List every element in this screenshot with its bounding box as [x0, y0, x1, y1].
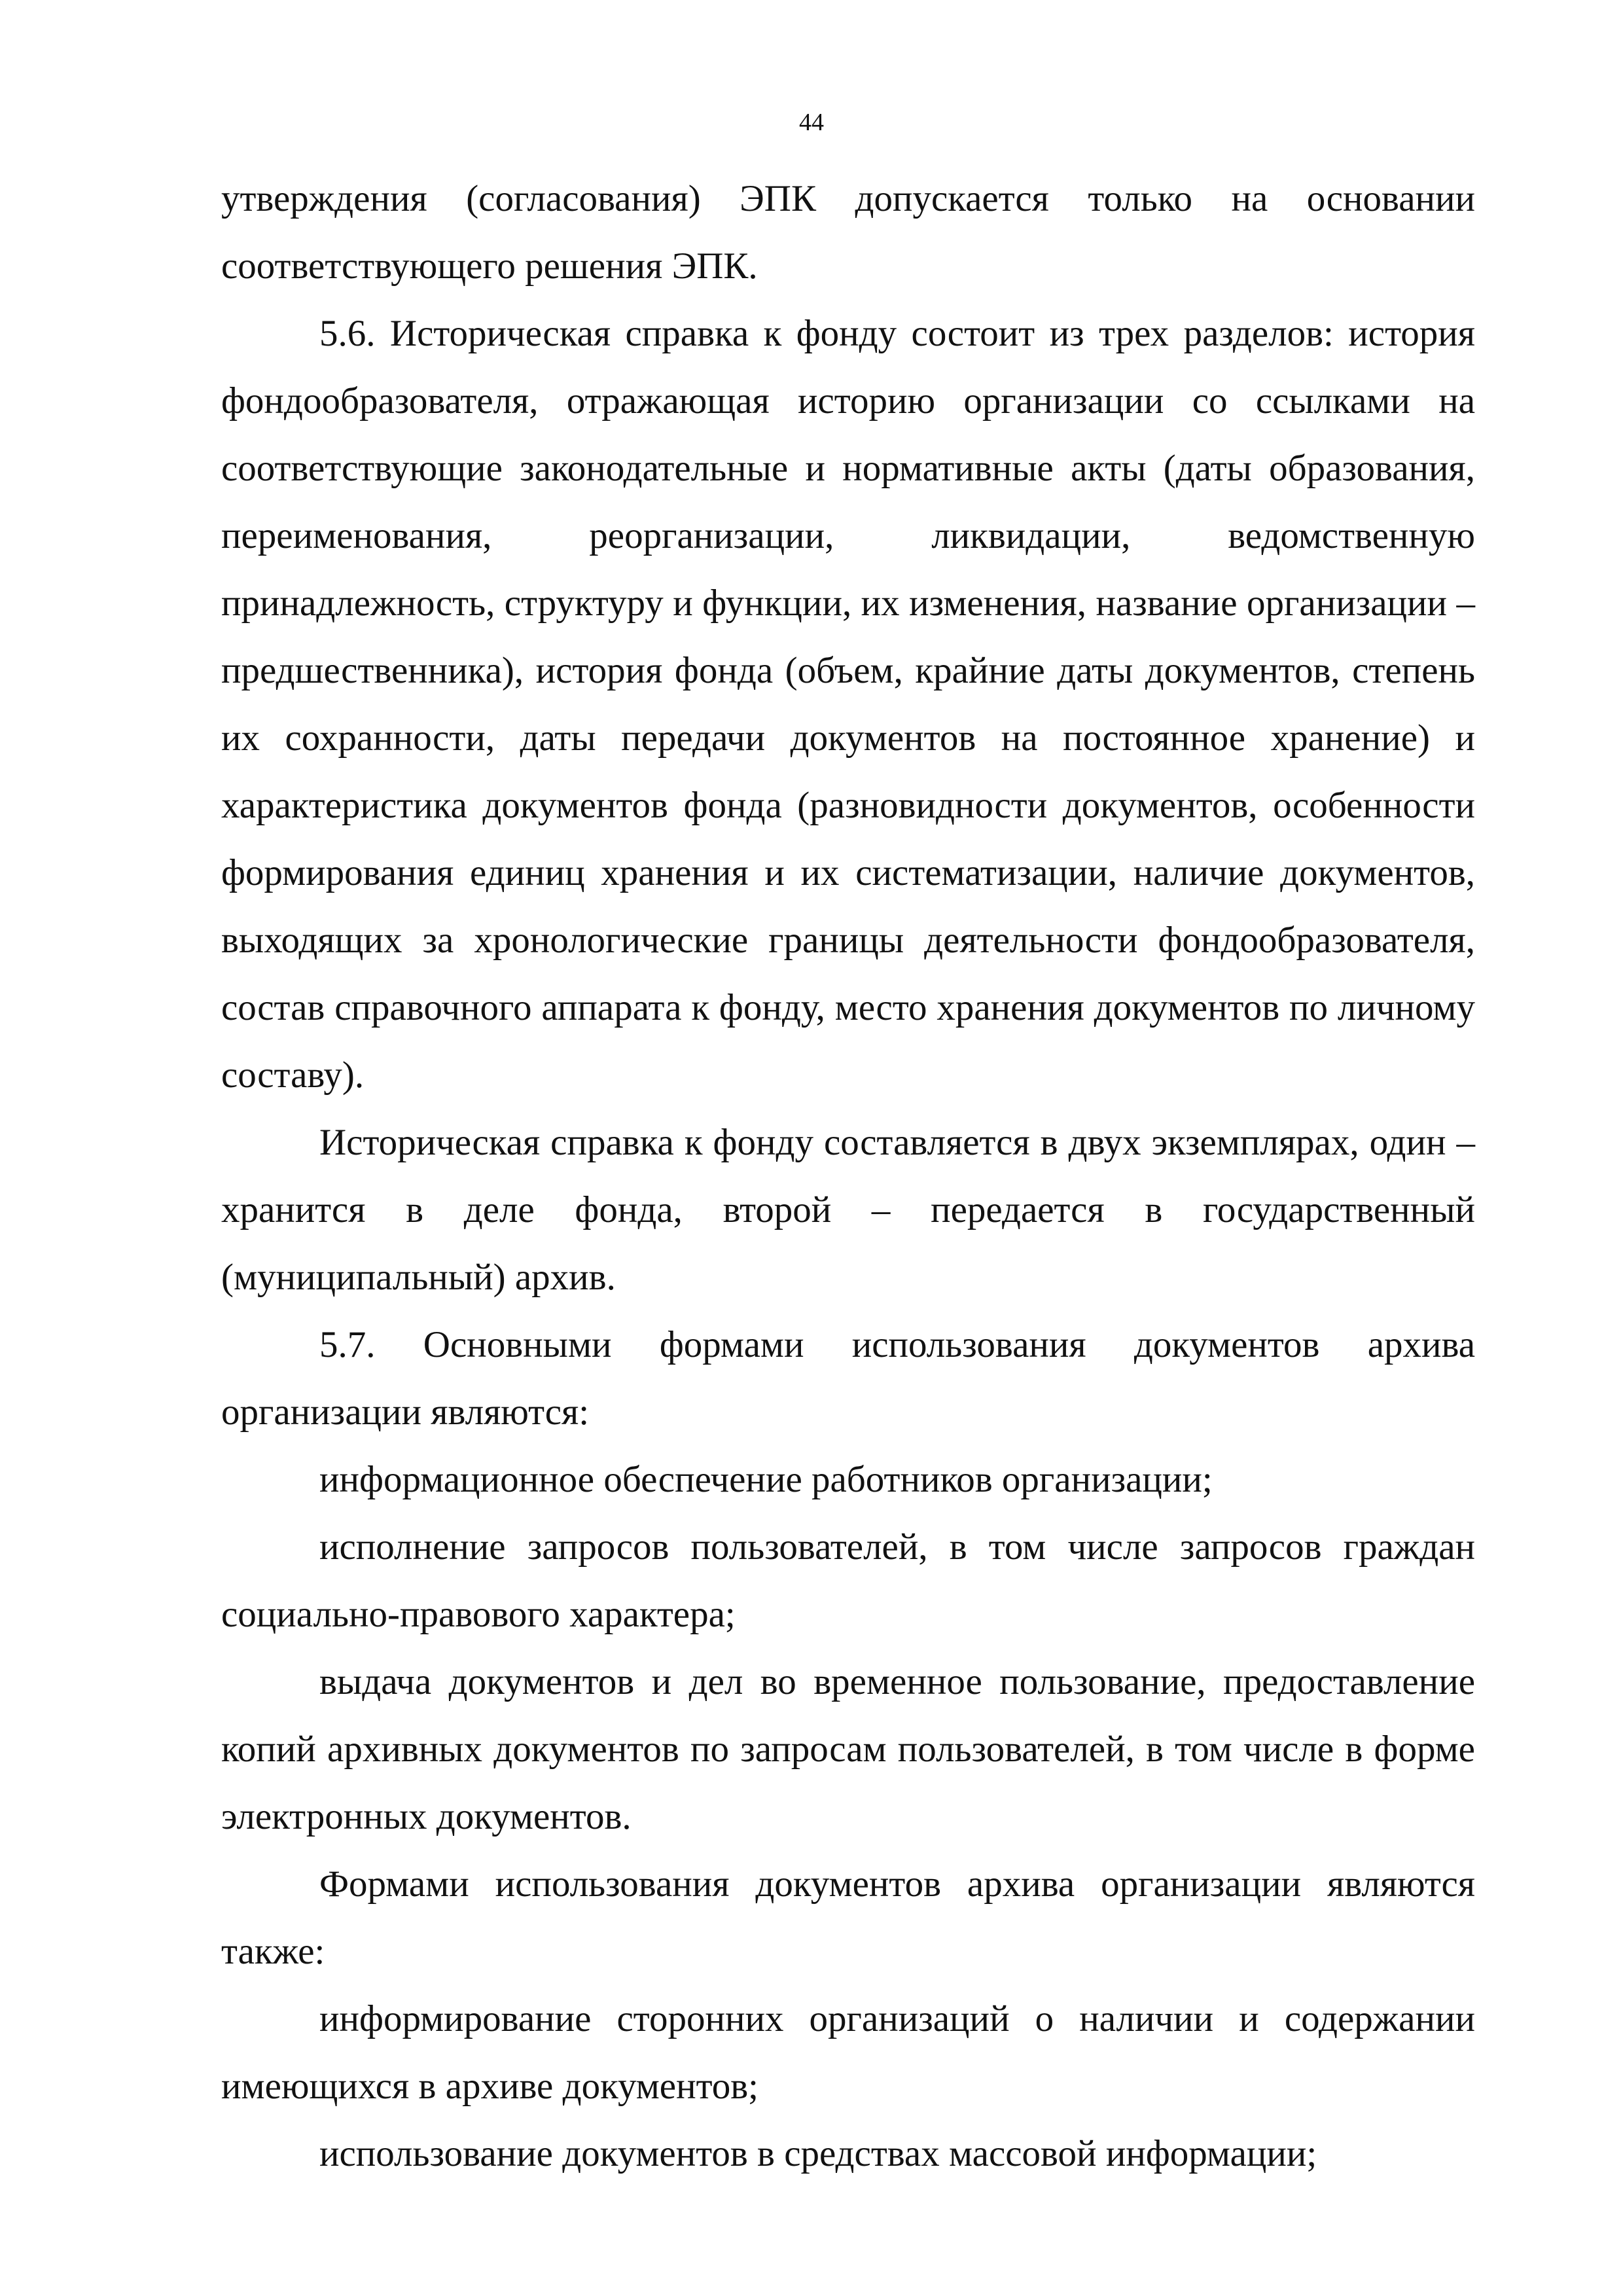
list-item-information-support: информационное обеспечение работников организации;: [319, 1459, 1213, 1500]
list-item-temporary-use: выдача документов и дел во временное пользование, предоставление копий архивных документов по запросам пользователей, в том числе в форме электронных документов.: [221, 1661, 1475, 1837]
paragraph-continuation: утверждения (согласования) ЭПК допускается только на основании соответствующего решения ЭПК.: [221, 178, 1475, 287]
paragraph-historical-note-copies: Историческая справка к фонду составляется в двух экземплярах, один – хранится в деле фонда, второй – передается в государственный (муниципальный) архив.: [221, 1122, 1475, 1298]
list-item-mass-media: использование документов в средствах массовой информации;: [319, 2133, 1317, 2174]
paragraph-additional-forms: Формами использования документов архива организации являются также:: [221, 1863, 1475, 1972]
paragraph-5-7: 5.7. Основными формами использования документов архива организации являются:: [221, 1324, 1475, 1433]
list-item-user-requests: исполнение запросов пользователей, в том числе запросов граждан социально-правового характера;: [221, 1526, 1475, 1635]
list-item-informing-organizations: информирование сторонних организаций о наличии и содержании имеющихся в архиве документов;: [221, 1998, 1475, 2107]
page-number: 44: [799, 109, 824, 136]
document-body: [221, 165, 1475, 2187]
paragraph-5-6: 5.6. Историческая справка к фонду состоит из трех разделов: история фондообразователя, отражающая историю организации со ссылками на соответствующие законодательные и нормативные акты (даты образования, переименования, реорганизации, ликвидации, ведомственную принадлежность, структуру и функции, их изменения, название организации – предшественника), история фонда (объем, крайние даты документов, степень их сохранности, даты передачи документов на постоянное хранение) и характеристика документов фонда (разновидности документов, особенности формирования единиц хранения и их систематизации, наличие документов, выходящих за хронологические границы деятельности фондообразователя, состав справочного аппарата к фонду, место хранения документов по личному составу).: [221, 313, 1475, 1096]
